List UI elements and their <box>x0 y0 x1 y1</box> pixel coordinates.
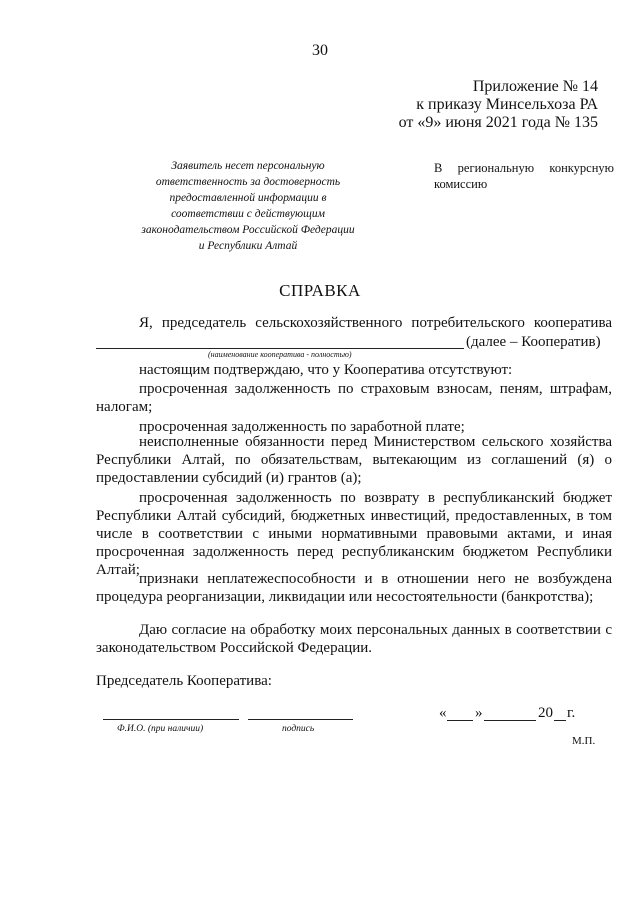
chairman-label: Председатель Кооператива: <box>96 673 272 689</box>
insurance-debt-paragraph: просроченная задолженность по страховым взносам, пеням, штрафам, <box>139 381 612 397</box>
confirm-paragraph: настоящим подтверждаю, что у Кооператива отсутствуют: <box>139 362 513 378</box>
date-year-suffix: г. <box>567 705 576 721</box>
note-line: законодательством Российской Федерации <box>141 224 355 236</box>
budget-debt-paragraph-end: Алтай; <box>96 562 140 578</box>
cooperative-name-field[interactable] <box>96 348 464 349</box>
intro-suffix: (далее – Кооператив) <box>466 334 601 350</box>
note-line: соответствии с действующим <box>171 208 325 220</box>
appendix-line: от «9» июня 2021 года № 135 <box>398 114 598 131</box>
date-month-field[interactable] <box>484 720 536 721</box>
signature-field[interactable] <box>248 719 353 720</box>
addressee <box>434 160 614 192</box>
obligations-paragraph-cont: Республики Алтай, по обязательствам, вытекающим из соглашений (я) о <box>96 452 612 468</box>
page-number: 30 <box>312 42 328 59</box>
note-line: Заявитель несет персональную <box>171 160 325 172</box>
field-caption: (наименование кооператива - полностью) <box>208 350 352 359</box>
applicant-responsibility-note <box>103 158 393 254</box>
stamp-placeholder: М.П. <box>572 735 596 747</box>
obligations-paragraph-end: предоставлении субсидий (и) грантов (а); <box>96 470 362 486</box>
budget-debt-paragraph-cont: просроченная задолженность перед республиканским бюджетом Республики <box>96 544 612 560</box>
salary-debt-paragraph: просроченная задолженность по заработной плате; <box>139 419 465 435</box>
appendix-header <box>399 78 598 132</box>
date-year-prefix: 20 <box>538 705 553 721</box>
intro-line <box>139 314 612 332</box>
insolvency-paragraph: признаки неплатежеспособности и в отношении него не возбуждена <box>139 571 612 587</box>
consent-paragraph-end: законодательством Российской Федерации. <box>96 640 373 656</box>
sign-caption: подпись <box>282 724 315 734</box>
appendix-line: Приложение № 14 <box>472 78 598 95</box>
insurance-debt-paragraph-cont: налогам; <box>96 399 153 415</box>
date-day-field[interactable] <box>447 720 473 721</box>
budget-debt-paragraph: просроченная задолженность по возврату в республиканский бюджет <box>139 490 612 506</box>
consent-paragraph: Даю согласие на обработку моих персональных данных в соответствии с <box>139 622 612 638</box>
date-quote-open: « <box>439 705 447 721</box>
budget-debt-paragraph-cont: Республики Алтай субсидий, бюджетных инвестиций, предоставленных, в том <box>96 508 612 524</box>
fio-field[interactable] <box>103 719 239 720</box>
appendix-line: к приказу Минсельхоза РА <box>416 96 598 113</box>
addressee-line: комиссию <box>434 177 488 191</box>
note-line: и Республики Алтай <box>198 240 298 252</box>
document-title: СПРАВКА <box>279 281 361 300</box>
date-year-field[interactable] <box>554 720 566 721</box>
budget-debt-paragraph-cont: числе в соответствии с иными нормативными правовыми актами, и иная <box>96 526 612 542</box>
insolvency-paragraph-end: процедура реорганизации, ликвидации или несостоятельности (банкротства); <box>96 589 594 605</box>
note-line: предоставленной информации в <box>169 192 327 204</box>
fio-caption: Ф.И.О. (при наличии) <box>117 724 204 734</box>
obligations-paragraph: неисполненные обязанности перед Министерством сельского хозяйства <box>139 434 612 450</box>
intro-text: Я, председатель сельскохозяйственного потребительского кооператива <box>139 315 612 331</box>
date-quote-close: » <box>475 705 483 721</box>
addressee-line: В региональную конкурсную <box>434 161 614 175</box>
note-line: ответственность за достоверность <box>155 176 341 188</box>
